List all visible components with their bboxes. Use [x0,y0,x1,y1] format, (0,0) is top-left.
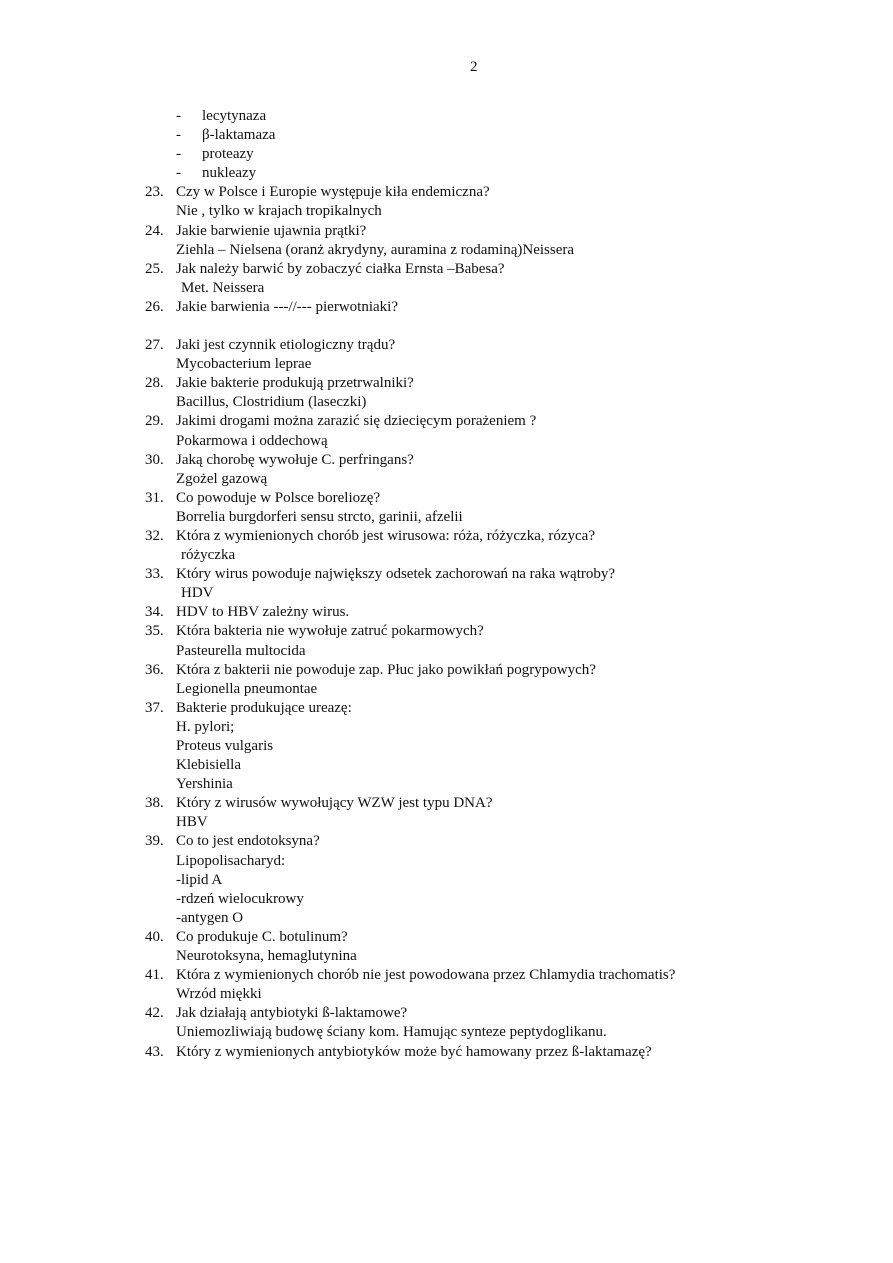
dash-bullet: - [176,146,181,163]
question [145,298,868,317]
question [145,222,868,241]
question-number: 38. [145,795,164,812]
dash-bullet: - [176,127,181,144]
qa-item [145,412,868,450]
question [145,374,868,393]
answer-line: Zgożel gazową [176,470,268,487]
answer-line: -lipid A [176,871,223,888]
qa-item [145,260,868,298]
question [145,260,868,279]
document-body [145,107,868,1062]
qa-item [145,298,868,317]
list-item-text: nukleazy [202,165,257,182]
question-text: Czy w Polsce i Europie występuje kiła endemiczna? [176,184,490,201]
answer-line: Lipopolisacharyd: [176,852,286,869]
question-number: 35. [145,623,164,640]
qa-item [145,661,868,699]
qa-item [145,603,868,622]
question [145,489,868,508]
answer-line: Pokarmowa i oddechową [176,432,328,449]
question [145,336,868,355]
list-item [148,164,868,183]
answer-line: -antygen O [176,909,244,926]
question-text: Jak działają antybiotyki ß-laktamowe? [176,1005,408,1022]
question-number: 26. [145,298,164,315]
question [145,412,868,431]
answer-line: Pasteurella multocida [176,642,306,659]
question-number: 32. [145,527,164,544]
qa-item [145,222,868,260]
answer-line: Legionella pneumontae [176,680,318,697]
qa-item [145,1004,868,1042]
question [145,1043,868,1062]
list-item [148,145,868,164]
question-text: Jak należy barwić by zobaczyć ciałka Ernsta –Babesa? [176,260,505,277]
question-text: Jaki jest czynnik etiologiczny trądu? [176,337,396,354]
qa-item [145,966,868,1004]
answer-line: Ziehla – Nielsena (oranż akrydyny, auramina z rodaminą)Neissera [176,241,575,258]
page-number: 2 [470,59,478,75]
answer-line: Nie , tylko w krajach tropikalnych [176,203,382,220]
qa-item [145,794,868,832]
answer-line: Borrelia burgdorferi sensu strcto, garinii, afzelii [176,508,463,525]
answer-line: Wrzód miękki [176,986,262,1003]
question-text: Jakimi drogami można zarazić się dziecięcym porażeniem ? [176,413,537,430]
question-number: 27. [145,337,164,354]
answer-line: H. pylori; [176,718,235,735]
question [145,451,868,470]
answer-line: Uniemozliwiają budowę ściany kom. Hamując synteze peptydoglikanu. [176,1024,607,1041]
question-text: Jakie bakterie produkują przetrwalniki? [176,375,414,392]
dash-bullet: - [176,165,181,182]
question [145,622,868,641]
question-number: 33. [145,566,164,583]
question-text: Który wirus powoduje największy odsetek zachorowań na raka wątroby? [176,566,616,583]
question-text: Jakie barwienia ---//--- pierwotniaki? [176,298,398,315]
question-text: Która bakteria nie wywołuje zatruć pokarmowych? [176,623,484,640]
question-text: Który z wirusów wywołujący WZW jest typu DNA? [176,795,493,812]
question-number: 37. [145,699,164,716]
question-text: Co to jest endotoksyna? [176,833,320,850]
question-text: Która z wymienionych chorób jest wirusowa: róża, różyczka, rózyca? [176,527,595,544]
answer-line: Yershinia [176,776,233,793]
qa-item [145,622,868,660]
qa-item [145,336,868,374]
blank-line [148,317,868,336]
answer-line: Mycobacterium leprae [176,356,312,373]
question-text: Jakie barwienie ujawnia prątki? [176,222,367,239]
question-text: Która z wymienionych chorób nie jest powodowana przez Chlamydia trachomatis? [176,967,676,984]
question-text: Bakterie produkujące ureazę: [176,699,352,716]
list-item-text: β-laktamaza [202,127,276,144]
answer-line: Bacillus, Clostridium (laseczki) [176,394,367,411]
question-number: 36. [145,661,164,678]
question-number: 25. [145,260,164,277]
qa-item [145,183,868,221]
question [145,183,868,202]
dash-bullet: - [176,108,181,124]
answer-line: Met. Neissera [181,279,265,296]
list-item-text: lecytynaza [202,108,267,124]
answer-line: Neurotoksyna, hemaglutynina [176,948,357,965]
qa-item [145,565,868,603]
question [145,527,868,546]
question-number: 30. [145,451,164,468]
question-text: Co produkuje C. botulinum? [176,928,348,945]
answer-line: HBV [176,814,208,831]
question-text: Co powoduje w Polsce boreliozę? [176,489,381,506]
list-item-text: proteazy [202,146,254,163]
question-number: 34. [145,604,164,621]
question-number: 43. [145,1043,164,1060]
question [145,603,868,622]
qa-item [145,451,868,489]
qa-item [145,832,868,927]
question-text: Która z bakterii nie powoduje zap. Płuc jako powikłań pogrypowych? [176,661,596,678]
qa-item [145,699,868,794]
qa-item [145,489,868,527]
question-number: 42. [145,1005,164,1022]
qa-item [145,374,868,412]
question-number: 23. [145,184,164,201]
list-item [148,126,868,145]
question [145,661,868,680]
question-number: 31. [145,489,164,506]
list-item [148,107,868,126]
question-number: 28. [145,375,164,392]
answer-line: HDV [181,585,214,602]
question-answer-list [145,183,868,1061]
question-number: 39. [145,833,164,850]
question-text: HDV to HBV zależny wirus. [176,604,350,621]
question [145,699,868,718]
qa-item [145,928,868,966]
question-number: 29. [145,413,164,430]
answer-line: różyczka [181,547,236,564]
question [145,565,868,584]
question-number: 40. [145,928,164,945]
question-text: Który z wymienionych antybiotyków może być hamowany przez ß-laktamazę? [176,1043,652,1060]
intro-dash-list [148,107,868,183]
question-text: Jaką chorobę wywołuje C. perfringans? [176,451,414,468]
question [145,966,868,985]
answer-line: Proteus vulgaris [176,738,274,754]
answer-line: -rdzeń wielocukrowy [176,890,304,907]
answer-line: Klebisiella [176,757,241,774]
qa-item [145,1043,868,1062]
question [145,1004,868,1023]
question [145,794,868,813]
question [145,928,868,947]
question [145,832,868,851]
question-number: 24. [145,222,164,239]
qa-item [145,527,868,565]
question-number: 41. [145,967,164,984]
